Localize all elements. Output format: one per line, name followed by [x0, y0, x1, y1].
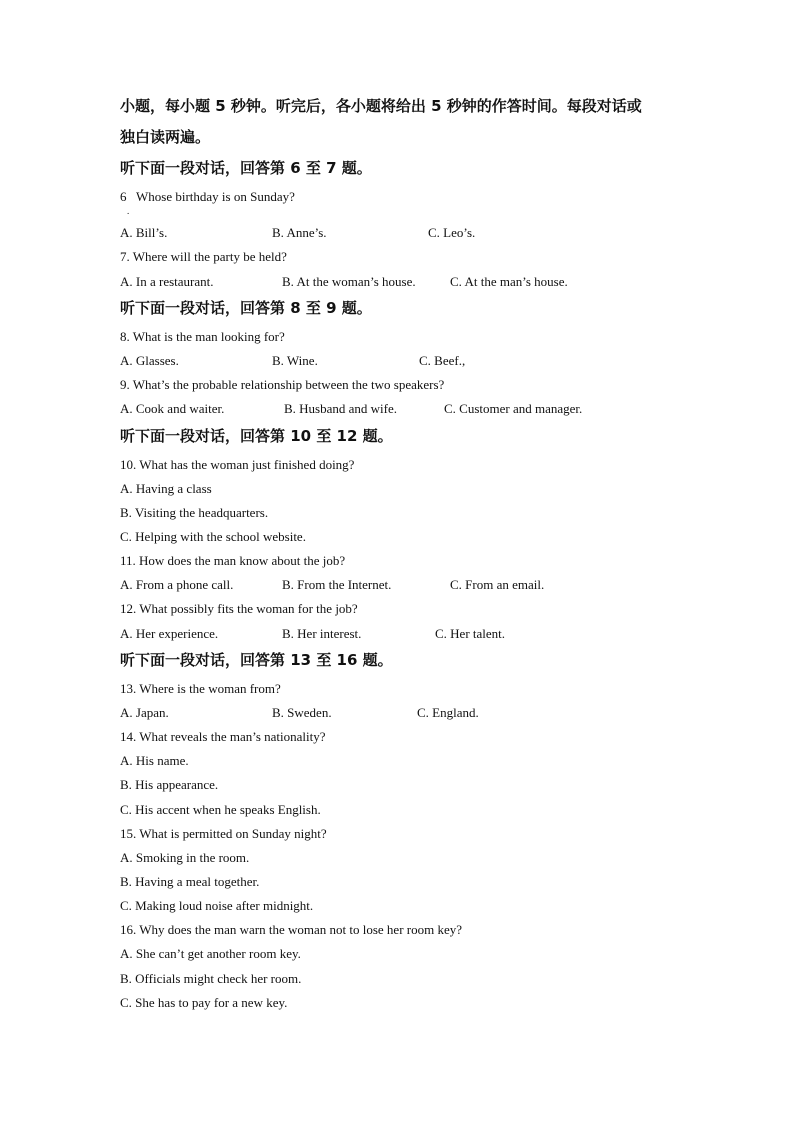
question-14: 14. What reveals the man’s nationality? — [120, 729, 326, 744]
q9-option-c: C. Customer and manager. — [444, 401, 583, 416]
q7-option-a: A. In a restaurant. — [120, 274, 214, 289]
q15-option-a: A. Smoking in the room. — [120, 850, 250, 865]
q13-option-b: B. Sweden. — [272, 705, 332, 720]
section-heading-13-16: 听下面一段对话，回答第 13 至 16 题。 — [120, 651, 393, 669]
question-9: 9. What’s the probable relationship between the two speakers? — [120, 377, 445, 392]
q13-option-c: C. England. — [417, 705, 479, 720]
question-11: 11. How does the man know about the job? — [120, 553, 346, 568]
q16-option-a: A. She can’t get another room key. — [120, 946, 301, 961]
intro-line-2: 独白读两遍。 — [120, 128, 211, 146]
q7-option-b: B. At the woman’s house. — [282, 274, 416, 289]
q14-option-b: B. His appearance. — [120, 777, 219, 792]
q16-option-b: B. Officials might check her room. — [120, 971, 302, 986]
q11-option-c: C. From an email. — [450, 577, 545, 592]
q9-option-a: A. Cook and waiter. — [120, 401, 225, 416]
q8-option-a: A. Glasses. — [120, 353, 179, 368]
q10-option-c: C. Helping with the school website. — [120, 529, 306, 544]
question-7: 7. Where will the party be held? — [120, 249, 287, 264]
q15-option-c: C. Making loud noise after midnight. — [120, 898, 314, 913]
q12-option-a: A. Her experience. — [120, 626, 219, 641]
question-10: 10. What has the woman just finished doing? — [120, 457, 355, 472]
q6-option-c: C. Leo’s. — [428, 225, 476, 240]
q11-option-b: B. From the Internet. — [282, 577, 392, 592]
q9-option-b: B. Husband and wife. — [284, 401, 398, 416]
q12-option-b: B. Her interest. — [282, 626, 362, 641]
q15-option-b: B. Having a meal together. — [120, 874, 260, 889]
q12-option-c: C. Her talent. — [435, 626, 506, 641]
q10-option-b: B. Visiting the headquarters. — [120, 505, 269, 520]
q10-option-a: A. Having a class — [120, 481, 212, 496]
question-6: 6 Whose birthday is on Sunday? — [120, 189, 295, 204]
q8-option-b: B. Wine. — [272, 353, 318, 368]
q16-option-c: C. She has to pay for a new key. — [120, 995, 288, 1010]
q14-option-c: C. His accent when he speaks English. — [120, 802, 321, 817]
intro-line-1: 小题，每小题 5 秒钟。听完后，各小题将给出 5 秒钟的作答时间。每段对话或 — [120, 97, 642, 115]
question-16: 16. Why does the man warn the woman not to lose her room key? — [120, 922, 463, 937]
question-13: 13. Where is the woman from? — [120, 681, 281, 696]
q11-option-a: A. From a phone call. — [120, 577, 234, 592]
section-heading-8-9: 听下面一段对话，回答第 8 至 9 题。 — [120, 299, 372, 317]
q13-option-a: A. Japan. — [120, 705, 169, 720]
stray-dot: . — [127, 206, 130, 216]
question-15: 15. What is permitted on Sunday night? — [120, 826, 327, 841]
question-8: 8. What is the man looking for? — [120, 329, 285, 344]
q6-option-b: B. Anne’s. — [272, 225, 327, 240]
question-12: 12. What possibly fits the woman for the job? — [120, 601, 358, 616]
q7-option-c: C. At the man’s house. — [450, 274, 568, 289]
section-heading-6-7: 听下面一段对话，回答第 6 至 7 题。 — [120, 159, 372, 177]
section-heading-10-12: 听下面一段对话，回答第 10 至 12 题。 — [120, 427, 393, 445]
q8-option-c: C. Beef., — [419, 353, 466, 368]
q14-option-a: A. His name. — [120, 753, 189, 768]
q6-option-a: A. Bill’s. — [120, 225, 168, 240]
